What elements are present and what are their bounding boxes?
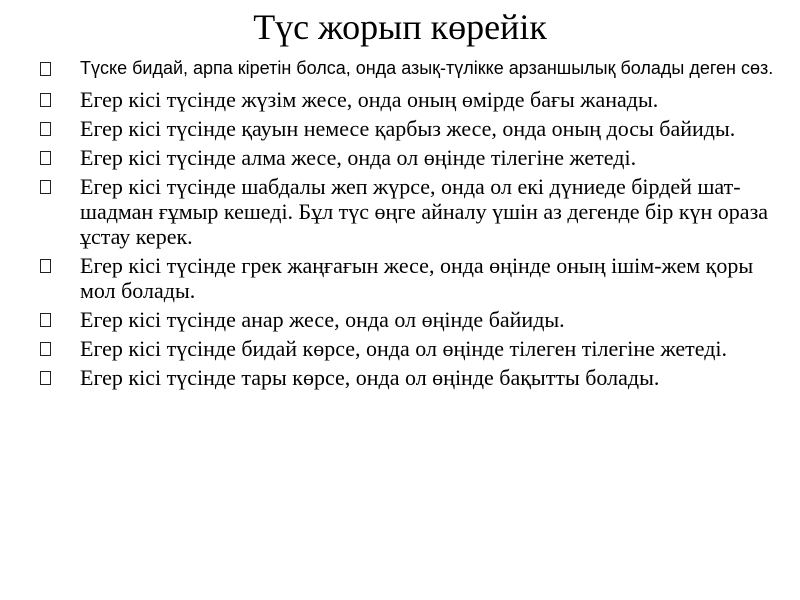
bullet-text: Егер кісі түсінде қауын немесе қарбыз жесе, онда оның досы байиды. — [80, 116, 736, 141]
square-bullet-icon — [40, 307, 80, 331]
square-bullet-icon — [40, 116, 80, 140]
bullet-text: Егер кісі түсінде бидай көрсе, онда ол өңінде тілеген тілегіне жетеді. — [80, 336, 728, 361]
bullet-item — [40, 336, 780, 361]
bullet-text: Егер кісі түсінде грек жаңғағын жесе, онда өңінде оның ішім-жем қоры мол болады. — [80, 253, 754, 303]
bullet-text: Түске бидай, арпа кіретін болса, онда азық-түлікке арзаншылық болады деген сөз. — [80, 58, 774, 78]
bullet-text: Егер кісі түсінде шабдалы жеп жүрсе, онда ол екі дүниеде бірдей шат-шадман ғұмыр кешеді. Бұл түс өңге айналу үшін аз дегенде бір күн ораза ұстау керек. — [80, 174, 769, 249]
bullet-text: Егер кісі түсінде алма жесе, онда ол өңінде тілегіне жетеді. — [80, 145, 637, 170]
bullet-item — [40, 365, 780, 390]
square-bullet-icon — [40, 145, 80, 169]
bullet-item — [40, 253, 780, 303]
bullet-text: Егер кісі түсінде тары көрсе, онда ол өңінде бақытты болады. — [80, 365, 660, 390]
bullet-item — [40, 116, 780, 141]
slide-title: Түс жорып көрейік — [253, 7, 547, 47]
square-bullet-icon — [40, 58, 80, 81]
square-bullet-icon — [40, 253, 80, 277]
bullet-item — [40, 87, 780, 112]
bullet-item — [40, 307, 780, 332]
square-bullet-icon — [40, 336, 80, 360]
bullet-text: Егер кісі түсінде анар жесе, онда ол өңінде байиды. — [80, 307, 565, 332]
square-bullet-icon — [40, 365, 80, 389]
square-bullet-icon — [40, 174, 80, 198]
bullet-text: Егер кісі түсінде жүзім жесе, онда оның өмірде бағы жанады. — [80, 87, 659, 112]
bullet-item — [40, 174, 780, 249]
square-bullet-icon — [40, 87, 80, 111]
bullet-list — [40, 58, 780, 394]
bullet-item — [40, 145, 780, 170]
bullet-item — [40, 58, 780, 81]
